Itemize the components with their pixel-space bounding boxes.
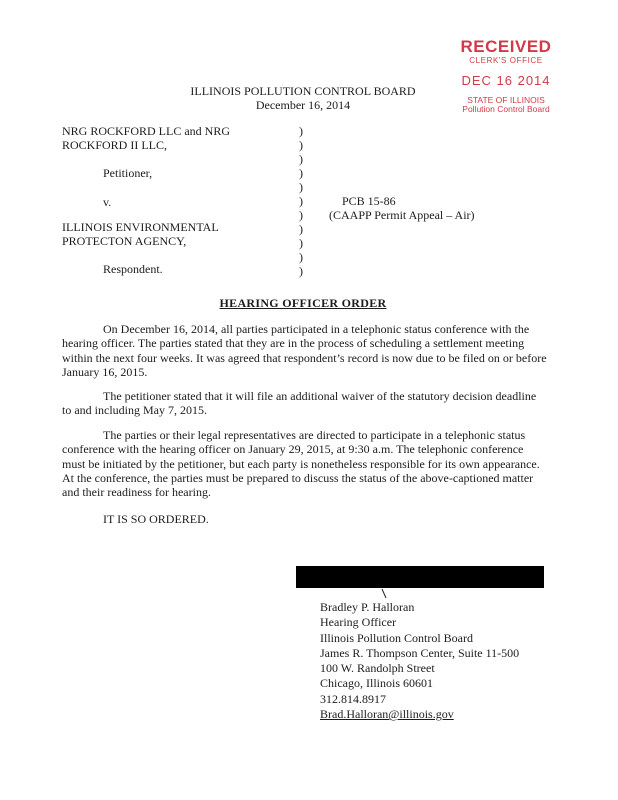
signature-stroke [380, 588, 390, 600]
stamp-title: RECEIVED [460, 37, 552, 56]
case-type: (CAAPP Permit Appeal – Air) [329, 208, 475, 222]
paren: ) [299, 236, 303, 250]
paren: ) [299, 166, 303, 180]
order-paragraph-1: On December 16, 2014, all parties participated in a telephonic status conference with the hearing officer. The parties stated that they are in the process of scheduling a settlement meeting within the next four weeks. It was agreed that respondent’s record is now due to be filed on or before January 16, 2015. [62, 322, 547, 379]
signer-email-link[interactable]: Brad.Halloran@illinois.gov [320, 707, 454, 722]
signer-phone: 312.814.8917 [320, 691, 386, 706]
caption-parentheses [296, 124, 306, 278]
paren: ) [299, 264, 303, 278]
paren: ) [299, 194, 303, 208]
document-date: December 16, 2014 [255, 98, 351, 112]
case-caption-parties [62, 124, 302, 152]
respondent-name-line1: ILLINOIS ENVIRONMENTAL [62, 220, 219, 234]
petitioner-name-line2: ROCKFORD II LLC, [62, 138, 168, 152]
signature-block [320, 600, 560, 722]
paren: ) [299, 208, 303, 222]
stamp-state: STATE OF ILLINOIS [467, 95, 545, 105]
order-heading: HEARING OFFICER ORDER [219, 296, 387, 310]
signer-title: Hearing Officer [320, 615, 397, 630]
petitioner-role: Petitioner, [103, 166, 153, 180]
signer-agency: Illinois Pollution Control Board [320, 630, 474, 645]
case-number-block [329, 194, 529, 222]
paren: ) [299, 250, 303, 264]
signer-name: Bradley P. Halloran [320, 600, 415, 614]
case-number: PCB 15-86 [342, 194, 396, 208]
versus: v. [103, 195, 112, 209]
paren: ) [299, 138, 303, 152]
stamp-office: CLERK'S OFFICE [469, 56, 543, 65]
paren: ) [299, 180, 303, 194]
paren: ) [299, 222, 303, 236]
redacted-signature [296, 566, 544, 588]
document-header [150, 84, 456, 112]
order-paragraph-2: The petitioner stated that it will file an additional waiver of the statutory decision deadline to and including May 7, 2015. [62, 389, 537, 418]
respondent-block [62, 220, 302, 248]
signer-city: Chicago, Illinois 60601 [320, 676, 433, 691]
respondent-name-line2: PROTECTON AGENCY, [62, 234, 187, 248]
received-stamp [452, 37, 560, 114]
closing-statement: IT IS SO ORDERED. [103, 512, 209, 526]
signer-address-1: James R. Thompson Center, Suite 11-500 [320, 645, 520, 660]
order-paragraph-3: The parties or their legal representatives are directed to participate in a telephonic status conference with the hearing officer on January 29, 2015, at 9:30 a.m. The telephonic conference must be initiated by the petitioner, but each party is nonetheless responsible for its own appearance. At the conference, the parties must be prepared to discuss the status of the above-captioned matter and their readiness for hearing. [62, 428, 540, 500]
paren: ) [299, 124, 303, 138]
petitioner-name-line1: NRG ROCKFORD LLC and NRG [62, 124, 231, 138]
board-name: ILLINOIS POLLUTION CONTROL BOARD [190, 84, 416, 98]
paren: ) [299, 152, 303, 166]
stamp-date: DEC 16 2014 [461, 73, 551, 88]
signer-address-2: 100 W. Randolph Street [320, 661, 435, 676]
stamp-board: Pollution Control Board [462, 104, 550, 114]
respondent-role: Respondent. [103, 262, 163, 276]
